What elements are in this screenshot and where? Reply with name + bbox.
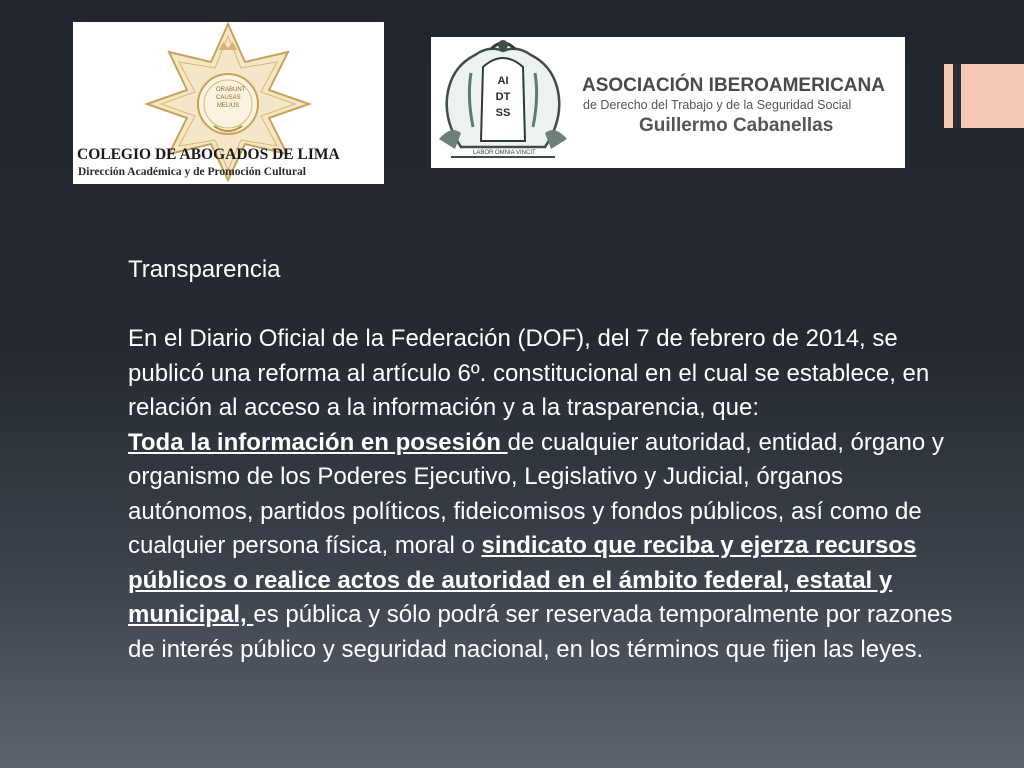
accent-bar-gap [953,64,961,128]
asociacion-name: ASOCIACIÓN IBEROAMERICANA [582,75,885,96]
colegio-motto: ORABUNT CAUSAS MELIUS [216,87,246,109]
slide-heading: Transparencia [128,256,281,283]
body-paragraph [128,426,958,668]
accent-bar-right [961,64,1024,128]
accent-bar-left [944,64,953,128]
asociacion-motto: LABOR OMNIA VINCIT [473,150,536,156]
paragraph-spacer [128,288,958,323]
emblem-letter-1: AI [497,75,509,87]
colegio-subtitle: Dirección Académica y de Promoción Cultural [78,166,306,178]
emphasis-union: sindicato que reciba y ejerza recursos públicos o realice actos de autoridad en el ámbito federal, estatal y municipal, [128,532,917,628]
emblem-letters [491,73,515,121]
colegio-name: COLEGIO DE ABOGADOS DE LIMA [77,146,340,163]
body-text-2: es pública y sólo podrá ser reservada temporalmente por razones de interés público y seguridad nacional, en los términos que fijen las leyes. [128,601,953,663]
emblem-letter-3: SS [495,107,511,119]
intro-paragraph: En el Diario Oficial de la Federación (DOF), del 7 de febrero de 2014, se publicó una reforma al artículo 6º. constitucional en el cual se establece, en relación al acceso a la información y a la trasparencia, que: [128,325,930,421]
colegio-abogados-logo [73,22,384,184]
body-text-1: de cualquier autoridad, entidad, órgano y organismo de los Poderes Ejecutivo, Legislativo y Judicial, órganos autónomos, partidos políticos, fideicomisos y fondos públicos, así como de cualquier persona física, moral o [128,428,944,559]
slide-content [128,253,958,667]
emphasis-information: Toda la información en posesión [128,428,508,456]
asociacion-honoree: Guillermo Cabanellas [639,115,834,136]
asociacion-iberoamericana-logo [431,37,905,168]
asociacion-subtitle: de Derecho del Trabajo y de la Seguridad Social [583,98,852,112]
emblem-letter-2: DT [495,91,511,103]
